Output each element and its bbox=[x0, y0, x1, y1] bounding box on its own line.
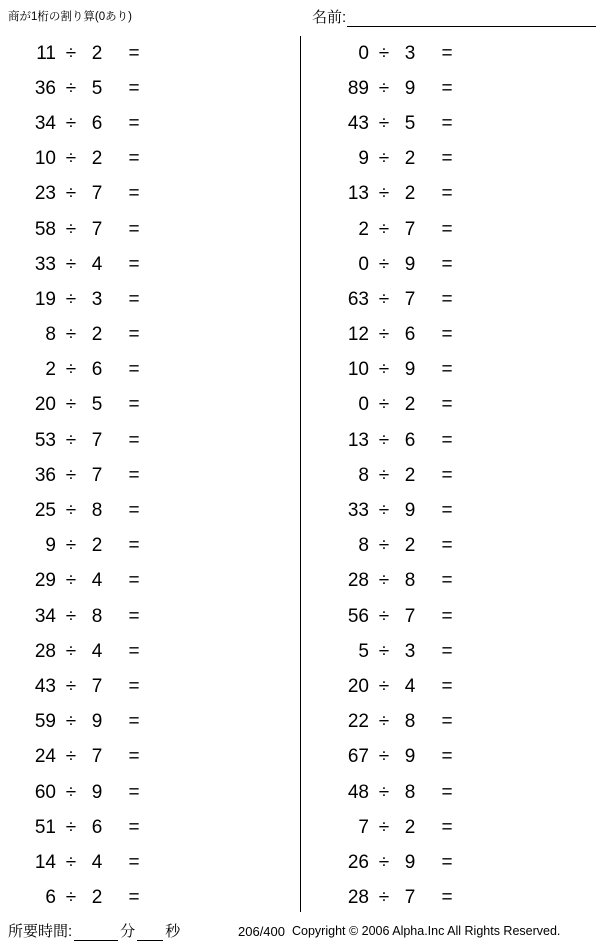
problem-row bbox=[301, 458, 600, 493]
division-operator-icon: ÷ bbox=[378, 605, 390, 627]
dividend: 34 bbox=[34, 112, 56, 134]
copyright-notice: Copyright © 2006 Alpha.Inc All Rights Reserved. bbox=[292, 924, 561, 938]
dividend: 36 bbox=[34, 77, 56, 99]
problem-row bbox=[0, 142, 300, 177]
equals-sign: = bbox=[441, 675, 453, 697]
dividend: 28 bbox=[347, 887, 369, 909]
equals-sign: = bbox=[441, 605, 453, 627]
problem-row bbox=[301, 282, 600, 317]
equals-sign: = bbox=[441, 359, 453, 381]
division-operator-icon: ÷ bbox=[65, 359, 77, 381]
dividend: 43 bbox=[34, 675, 56, 697]
divisor: 2 bbox=[91, 887, 103, 909]
divisor: 2 bbox=[404, 148, 416, 170]
problem-row bbox=[0, 775, 300, 810]
division-operator-icon: ÷ bbox=[378, 711, 390, 733]
dividend: 0 bbox=[358, 394, 369, 416]
divisor: 6 bbox=[404, 429, 416, 451]
equals-sign: = bbox=[128, 851, 140, 873]
equals-sign: = bbox=[128, 112, 140, 134]
problem-row bbox=[301, 318, 600, 353]
divisor: 2 bbox=[91, 535, 103, 557]
dividend: 33 bbox=[347, 500, 369, 522]
divisor: 9 bbox=[404, 746, 416, 768]
division-operator-icon: ÷ bbox=[378, 570, 390, 592]
equals-sign: = bbox=[441, 148, 453, 170]
worksheet-header bbox=[0, 6, 600, 32]
problem-row bbox=[0, 810, 300, 845]
dividend: 13 bbox=[347, 429, 369, 451]
equals-sign: = bbox=[441, 816, 453, 838]
dividend: 24 bbox=[34, 746, 56, 768]
division-operator-icon: ÷ bbox=[378, 781, 390, 803]
divisor: 2 bbox=[91, 324, 103, 346]
dividend: 19 bbox=[34, 288, 56, 310]
problem-row bbox=[0, 493, 300, 528]
divisor: 8 bbox=[91, 500, 103, 522]
division-operator-icon: ÷ bbox=[378, 464, 390, 486]
problem-row bbox=[301, 71, 600, 106]
division-operator-icon: ÷ bbox=[378, 288, 390, 310]
division-operator-icon: ÷ bbox=[65, 711, 77, 733]
dividend: 0 bbox=[358, 42, 369, 64]
dividend: 8 bbox=[358, 535, 369, 557]
worksheet-footer bbox=[0, 920, 600, 946]
division-operator-icon: ÷ bbox=[378, 851, 390, 873]
problem-row bbox=[301, 775, 600, 810]
division-operator-icon: ÷ bbox=[378, 675, 390, 697]
equals-sign: = bbox=[128, 288, 140, 310]
problem-row bbox=[0, 36, 300, 71]
divisor: 9 bbox=[404, 253, 416, 275]
division-operator-icon: ÷ bbox=[65, 675, 77, 697]
problem-row bbox=[0, 212, 300, 247]
dividend: 48 bbox=[347, 781, 369, 803]
dividend: 20 bbox=[347, 675, 369, 697]
equals-sign: = bbox=[128, 816, 140, 838]
problem-row bbox=[0, 318, 300, 353]
dividend: 56 bbox=[347, 605, 369, 627]
equals-sign: = bbox=[441, 253, 453, 275]
division-operator-icon: ÷ bbox=[65, 429, 77, 451]
dividend: 9 bbox=[358, 148, 369, 170]
divisor: 9 bbox=[404, 359, 416, 381]
equals-sign: = bbox=[128, 253, 140, 275]
equals-sign: = bbox=[128, 183, 140, 205]
problem-row bbox=[0, 740, 300, 775]
dividend: 34 bbox=[34, 605, 56, 627]
divisor: 8 bbox=[404, 570, 416, 592]
problem-row bbox=[0, 564, 300, 599]
division-operator-icon: ÷ bbox=[378, 183, 390, 205]
divisor: 4 bbox=[91, 253, 103, 275]
dividend: 89 bbox=[347, 77, 369, 99]
problem-row bbox=[301, 529, 600, 564]
elapsed-time-field[interactable] bbox=[8, 920, 180, 941]
divisor: 9 bbox=[404, 77, 416, 99]
equals-sign: = bbox=[441, 746, 453, 768]
division-operator-icon: ÷ bbox=[65, 394, 77, 416]
dividend: 9 bbox=[45, 535, 56, 557]
equals-sign: = bbox=[441, 500, 453, 522]
dividend: 8 bbox=[358, 464, 369, 486]
problem-row bbox=[301, 353, 600, 388]
divisor: 2 bbox=[404, 464, 416, 486]
problem-row bbox=[0, 71, 300, 106]
equals-sign: = bbox=[441, 218, 453, 240]
equals-sign: = bbox=[128, 218, 140, 240]
division-operator-icon: ÷ bbox=[378, 77, 390, 99]
division-operator-icon: ÷ bbox=[378, 253, 390, 275]
division-operator-icon: ÷ bbox=[378, 324, 390, 346]
problem-row bbox=[301, 177, 600, 212]
equals-sign: = bbox=[441, 183, 453, 205]
dividend: 58 bbox=[34, 218, 56, 240]
dividend: 25 bbox=[34, 500, 56, 522]
dividend: 59 bbox=[34, 711, 56, 733]
equals-sign: = bbox=[128, 394, 140, 416]
division-operator-icon: ÷ bbox=[378, 746, 390, 768]
problem-row bbox=[0, 247, 300, 282]
dividend: 11 bbox=[36, 42, 56, 64]
division-operator-icon: ÷ bbox=[65, 640, 77, 662]
division-operator-icon: ÷ bbox=[65, 464, 77, 486]
divisor: 6 bbox=[91, 112, 103, 134]
problem-row bbox=[0, 106, 300, 141]
dividend: 14 bbox=[34, 851, 56, 873]
problem-row bbox=[301, 247, 600, 282]
divisor: 9 bbox=[404, 851, 416, 873]
divisor: 7 bbox=[91, 675, 103, 697]
equals-sign: = bbox=[128, 570, 140, 592]
divisor: 5 bbox=[91, 77, 103, 99]
divisor: 9 bbox=[91, 781, 103, 803]
equals-sign: = bbox=[441, 77, 453, 99]
divisor: 6 bbox=[91, 816, 103, 838]
divisor: 2 bbox=[404, 183, 416, 205]
equals-sign: = bbox=[441, 112, 453, 134]
divisor: 8 bbox=[404, 711, 416, 733]
equals-sign: = bbox=[441, 570, 453, 592]
problem-row bbox=[301, 388, 600, 423]
minutes-write-line[interactable] bbox=[74, 925, 118, 941]
dividend: 28 bbox=[347, 570, 369, 592]
division-operator-icon: ÷ bbox=[65, 605, 77, 627]
divisor: 7 bbox=[404, 218, 416, 240]
divisor: 3 bbox=[404, 42, 416, 64]
division-operator-icon: ÷ bbox=[65, 288, 77, 310]
seconds-unit-label: 秒 bbox=[165, 923, 181, 940]
division-operator-icon: ÷ bbox=[65, 746, 77, 768]
equals-sign: = bbox=[128, 500, 140, 522]
divisor: 6 bbox=[404, 324, 416, 346]
equals-sign: = bbox=[128, 464, 140, 486]
problem-row bbox=[301, 669, 600, 704]
name-field[interactable] bbox=[312, 6, 596, 27]
dividend: 29 bbox=[34, 570, 56, 592]
problem-row bbox=[0, 845, 300, 880]
divisor: 3 bbox=[91, 288, 103, 310]
equals-sign: = bbox=[128, 640, 140, 662]
equals-sign: = bbox=[441, 288, 453, 310]
division-operator-icon: ÷ bbox=[65, 851, 77, 873]
dividend: 2 bbox=[358, 218, 369, 240]
division-operator-icon: ÷ bbox=[65, 183, 77, 205]
equals-sign: = bbox=[128, 746, 140, 768]
dividend: 20 bbox=[34, 394, 56, 416]
dividend: 13 bbox=[347, 183, 369, 205]
name-label: 名前: bbox=[312, 9, 347, 26]
divisor: 5 bbox=[404, 112, 416, 134]
problem-column-left bbox=[0, 36, 300, 912]
dividend: 5 bbox=[358, 640, 369, 662]
divisor: 9 bbox=[404, 500, 416, 522]
equals-sign: = bbox=[128, 781, 140, 803]
dividend: 10 bbox=[34, 148, 56, 170]
divisor: 4 bbox=[91, 570, 103, 592]
equals-sign: = bbox=[441, 429, 453, 451]
division-operator-icon: ÷ bbox=[378, 500, 390, 522]
equals-sign: = bbox=[128, 711, 140, 733]
problem-columns bbox=[0, 36, 600, 912]
division-operator-icon: ÷ bbox=[65, 253, 77, 275]
problem-row bbox=[0, 669, 300, 704]
division-operator-icon: ÷ bbox=[378, 887, 390, 909]
division-operator-icon: ÷ bbox=[65, 42, 77, 64]
equals-sign: = bbox=[441, 42, 453, 64]
equals-sign: = bbox=[128, 675, 140, 697]
equals-sign: = bbox=[128, 359, 140, 381]
problem-row bbox=[301, 881, 600, 916]
problem-row bbox=[0, 634, 300, 669]
problem-row bbox=[0, 529, 300, 564]
divisor: 4 bbox=[404, 675, 416, 697]
division-operator-icon: ÷ bbox=[378, 429, 390, 451]
division-operator-icon: ÷ bbox=[65, 77, 77, 99]
divisor: 7 bbox=[404, 605, 416, 627]
equals-sign: = bbox=[128, 429, 140, 451]
problem-row bbox=[301, 212, 600, 247]
division-operator-icon: ÷ bbox=[65, 112, 77, 134]
problem-row bbox=[301, 142, 600, 177]
problem-row bbox=[301, 564, 600, 599]
divisor: 8 bbox=[404, 781, 416, 803]
equals-sign: = bbox=[441, 324, 453, 346]
dividend: 43 bbox=[347, 112, 369, 134]
divisor: 2 bbox=[91, 42, 103, 64]
problem-row bbox=[0, 353, 300, 388]
dividend: 63 bbox=[347, 288, 369, 310]
divisor: 2 bbox=[91, 148, 103, 170]
problem-row bbox=[0, 458, 300, 493]
dividend: 60 bbox=[34, 781, 56, 803]
divisor: 7 bbox=[404, 887, 416, 909]
divisor: 4 bbox=[91, 640, 103, 662]
dividend: 26 bbox=[347, 851, 369, 873]
division-operator-icon: ÷ bbox=[65, 500, 77, 522]
division-operator-icon: ÷ bbox=[65, 816, 77, 838]
divisor: 7 bbox=[91, 464, 103, 486]
problem-row bbox=[301, 634, 600, 669]
equals-sign: = bbox=[128, 77, 140, 99]
equals-sign: = bbox=[441, 464, 453, 486]
divisor: 2 bbox=[404, 816, 416, 838]
divisor: 7 bbox=[91, 218, 103, 240]
problem-row bbox=[301, 810, 600, 845]
equals-sign: = bbox=[128, 535, 140, 557]
name-write-line[interactable] bbox=[347, 11, 596, 27]
problem-row bbox=[301, 36, 600, 71]
dividend: 36 bbox=[34, 464, 56, 486]
dividend: 10 bbox=[347, 359, 369, 381]
dividend: 67 bbox=[347, 746, 369, 768]
page-number: 206/400 bbox=[238, 924, 285, 939]
equals-sign: = bbox=[441, 851, 453, 873]
divisor: 7 bbox=[91, 746, 103, 768]
problem-row bbox=[0, 705, 300, 740]
divisor: 6 bbox=[91, 359, 103, 381]
dividend: 23 bbox=[34, 183, 56, 205]
problem-row bbox=[0, 423, 300, 458]
division-operator-icon: ÷ bbox=[65, 148, 77, 170]
divisor: 2 bbox=[404, 394, 416, 416]
division-operator-icon: ÷ bbox=[378, 816, 390, 838]
dividend: 33 bbox=[34, 253, 56, 275]
dividend: 12 bbox=[347, 324, 369, 346]
equals-sign: = bbox=[128, 324, 140, 346]
dividend: 22 bbox=[347, 711, 369, 733]
minutes-unit-label: 分 bbox=[120, 923, 136, 940]
dividend: 51 bbox=[34, 816, 56, 838]
equals-sign: = bbox=[441, 535, 453, 557]
dividend: 6 bbox=[45, 887, 56, 909]
problem-row bbox=[0, 599, 300, 634]
dividend: 7 bbox=[358, 816, 369, 838]
division-operator-icon: ÷ bbox=[378, 640, 390, 662]
divisor: 5 bbox=[91, 394, 103, 416]
equals-sign: = bbox=[441, 711, 453, 733]
division-operator-icon: ÷ bbox=[65, 570, 77, 592]
division-operator-icon: ÷ bbox=[65, 324, 77, 346]
equals-sign: = bbox=[128, 887, 140, 909]
divisor: 8 bbox=[91, 605, 103, 627]
equals-sign: = bbox=[441, 887, 453, 909]
dividend: 53 bbox=[34, 429, 56, 451]
problem-row bbox=[0, 388, 300, 423]
equals-sign: = bbox=[128, 148, 140, 170]
divisor: 9 bbox=[91, 711, 103, 733]
divisor: 4 bbox=[91, 851, 103, 873]
equals-sign: = bbox=[441, 394, 453, 416]
division-operator-icon: ÷ bbox=[378, 218, 390, 240]
division-operator-icon: ÷ bbox=[65, 781, 77, 803]
problem-row bbox=[301, 423, 600, 458]
division-operator-icon: ÷ bbox=[378, 535, 390, 557]
problem-row bbox=[0, 177, 300, 212]
problem-row bbox=[301, 106, 600, 141]
problem-row bbox=[301, 599, 600, 634]
worksheet-title: 商が1桁の割り算(0あり) bbox=[8, 11, 132, 23]
equals-sign: = bbox=[128, 605, 140, 627]
dividend: 8 bbox=[45, 324, 56, 346]
division-operator-icon: ÷ bbox=[65, 535, 77, 557]
problem-row bbox=[301, 493, 600, 528]
division-operator-icon: ÷ bbox=[65, 218, 77, 240]
equals-sign: = bbox=[441, 640, 453, 662]
problem-row bbox=[301, 845, 600, 880]
elapsed-time-label: 所要時間: bbox=[8, 923, 73, 940]
division-operator-icon: ÷ bbox=[378, 359, 390, 381]
divisor: 7 bbox=[404, 288, 416, 310]
dividend: 0 bbox=[358, 253, 369, 275]
problem-row bbox=[301, 705, 600, 740]
divisor: 7 bbox=[91, 183, 103, 205]
seconds-write-line[interactable] bbox=[137, 925, 163, 941]
division-operator-icon: ÷ bbox=[378, 148, 390, 170]
dividend: 28 bbox=[34, 640, 56, 662]
problem-row bbox=[0, 881, 300, 916]
division-operator-icon: ÷ bbox=[65, 887, 77, 909]
equals-sign: = bbox=[441, 781, 453, 803]
division-operator-icon: ÷ bbox=[378, 394, 390, 416]
division-operator-icon: ÷ bbox=[378, 112, 390, 134]
divisor: 2 bbox=[404, 535, 416, 557]
problem-column-right bbox=[300, 36, 600, 912]
equals-sign: = bbox=[128, 42, 140, 64]
dividend: 2 bbox=[45, 359, 56, 381]
divisor: 7 bbox=[91, 429, 103, 451]
division-operator-icon: ÷ bbox=[378, 42, 390, 64]
problem-row bbox=[0, 282, 300, 317]
problem-row bbox=[301, 740, 600, 775]
divisor: 3 bbox=[404, 640, 416, 662]
